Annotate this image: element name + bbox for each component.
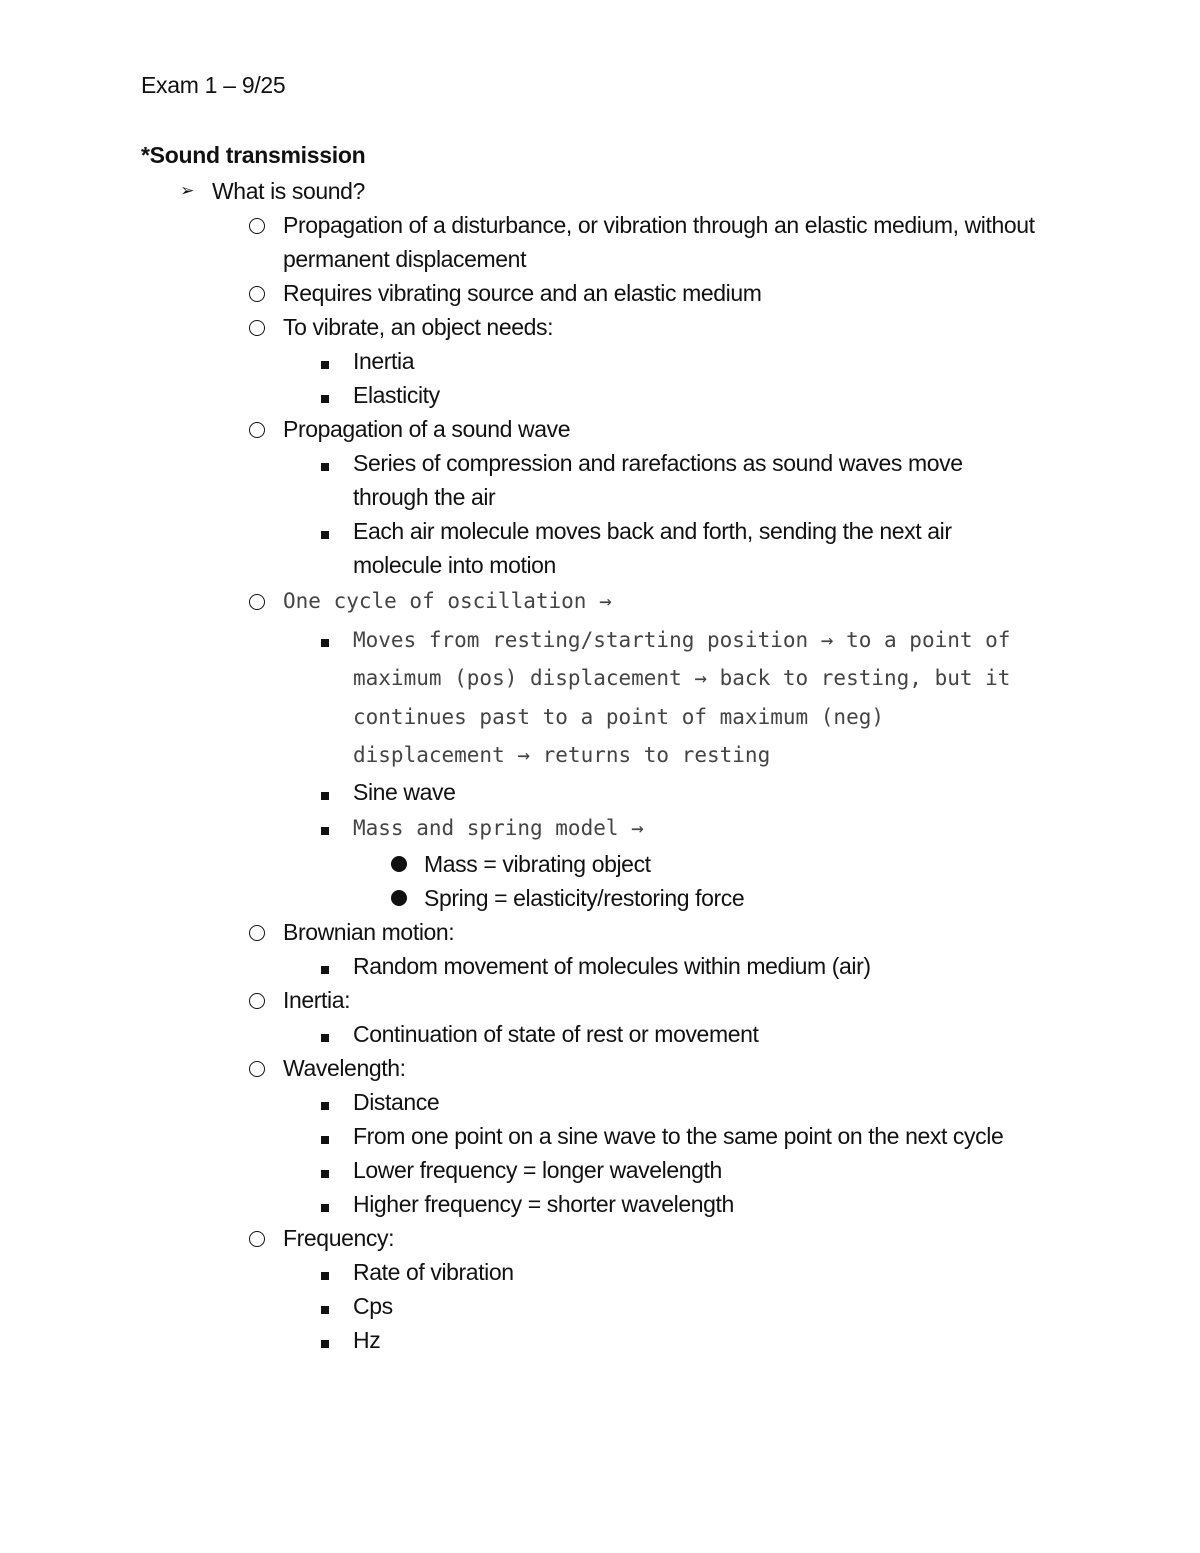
list-item-level3 <box>0 1153 1043 1187</box>
square-bullet-icon <box>316 1085 334 1119</box>
arrowhead-bullet-icon: ➢ <box>180 181 194 200</box>
square-bullet-icon <box>316 1017 334 1051</box>
list-item-text: Requires vibrating source and an elastic medium <box>283 280 762 306</box>
list-item-level3 <box>0 949 1043 983</box>
filled-circle-bullet-icon <box>388 847 410 881</box>
hollow-circle-bullet-icon <box>244 1051 270 1086</box>
square-bullet-icon <box>316 809 334 847</box>
list-item-level2 <box>0 582 1073 621</box>
list-item-text: Higher frequency = shorter wavelength <box>353 1191 734 1217</box>
list-item-level3 <box>0 809 1043 848</box>
list-item-level2 <box>0 412 1073 446</box>
square-bullet-icon <box>316 1153 334 1187</box>
list-item-level3 <box>0 1323 1043 1357</box>
hollow-circle-bullet-icon <box>244 310 270 345</box>
hollow-circle-bullet-icon <box>244 983 270 1018</box>
list-item-text: Spring = elasticity/restoring force <box>424 885 745 911</box>
square-bullet-icon <box>316 1187 334 1221</box>
list-item-level3 <box>0 1187 1043 1221</box>
list-item-text: Series of compression and rarefactions as sound waves move through the air <box>353 450 963 510</box>
list-item-level2 <box>0 983 1073 1017</box>
list-item-text: Rate of vibration <box>353 1259 514 1285</box>
list-item-text: Mass and spring model → <box>353 815 644 840</box>
square-bullet-icon <box>316 514 334 548</box>
square-bullet-icon <box>316 621 334 659</box>
list-item-text: Brownian motion: <box>283 919 455 945</box>
list-item-level2 <box>0 276 1073 310</box>
list-item-level3 <box>0 514 1043 582</box>
list-item-text: Distance <box>353 1089 440 1115</box>
square-bullet-icon <box>316 775 334 809</box>
hollow-circle-bullet-icon <box>244 208 270 243</box>
list-item-text: Elasticity <box>353 382 440 408</box>
list-item-text: Each air molecule moves back and forth, sending the next air molecule into motion <box>353 518 952 578</box>
list-item-level3 <box>0 621 1043 775</box>
list-item-level4 <box>0 847 1044 881</box>
hollow-circle-bullet-icon <box>244 582 270 622</box>
hollow-circle-bullet-icon <box>244 412 270 447</box>
square-bullet-icon <box>316 1119 334 1153</box>
list-item-text: Continuation of state of rest or movement <box>353 1021 759 1047</box>
list-item-level1 <box>0 174 1032 208</box>
list-item-level2 <box>0 1221 1073 1255</box>
list-item-text: Cps <box>353 1293 393 1319</box>
page-title: Exam 1 – 9/25 <box>141 72 286 98</box>
hollow-circle-bullet-icon <box>244 915 270 950</box>
list-item-level3 <box>0 1085 1043 1119</box>
list-item-level3 <box>0 344 1043 378</box>
list-item-level3 <box>0 1017 1043 1051</box>
section-heading: *Sound transmission <box>141 142 366 168</box>
list-item-text: One cycle of oscillation → <box>283 589 612 613</box>
square-bullet-icon <box>316 344 334 378</box>
list-item-text: Propagation of a disturbance, or vibration through an elastic medium, without permanent displacement <box>283 212 1035 272</box>
list-item-level2 <box>0 208 1073 276</box>
list-item-level3 <box>0 1119 1043 1153</box>
list-item-text: Inertia: <box>283 987 351 1013</box>
list-item-text: What is sound? <box>212 178 365 204</box>
list-item-text: To vibrate, an object needs: <box>283 314 554 340</box>
list-item-text: From one point on a sine wave to the same point on the next cycle <box>353 1123 1004 1149</box>
list-item-level4 <box>0 881 1044 915</box>
list-item-text: Random movement of molecules within medium (air) <box>353 953 871 979</box>
square-bullet-icon <box>316 1255 334 1289</box>
list-item-text: Wavelength: <box>283 1055 406 1081</box>
list-item-text: Propagation of a sound wave <box>283 416 571 442</box>
list-item-level2 <box>0 310 1073 344</box>
hollow-circle-bullet-icon <box>244 276 270 311</box>
square-bullet-icon <box>316 1289 334 1323</box>
list-item-text: Frequency: <box>283 1225 395 1251</box>
list-item-level3 <box>0 378 1043 412</box>
square-bullet-icon <box>316 1323 334 1357</box>
square-bullet-icon <box>316 949 334 983</box>
square-bullet-icon <box>316 378 334 412</box>
list-item-text: Hz <box>353 1327 381 1353</box>
notes-outline <box>0 174 1200 1357</box>
list-item-text: Mass = vibrating object <box>424 851 651 877</box>
list-item-level3 <box>0 446 1043 514</box>
list-item-text: Lower frequency = longer wavelength <box>353 1157 722 1183</box>
list-item-text: Moves from resting/starting position → to a point of maximum (pos) displacement → back to resting, but it continues past to a point of maximum (neg) displacement → returns to resting <box>353 627 1011 767</box>
list-item-text: Inertia <box>353 348 415 374</box>
list-item-text: Sine wave <box>353 778 456 805</box>
square-bullet-icon <box>316 446 334 480</box>
list-item-level3 <box>0 775 1043 809</box>
filled-circle-bullet-icon <box>388 881 410 915</box>
list-item-level3 <box>0 1289 1043 1323</box>
list-item-level2 <box>0 915 1073 949</box>
list-item-level2 <box>0 1051 1073 1085</box>
hollow-circle-bullet-icon <box>244 1221 270 1256</box>
list-item-level3 <box>0 1255 1043 1289</box>
